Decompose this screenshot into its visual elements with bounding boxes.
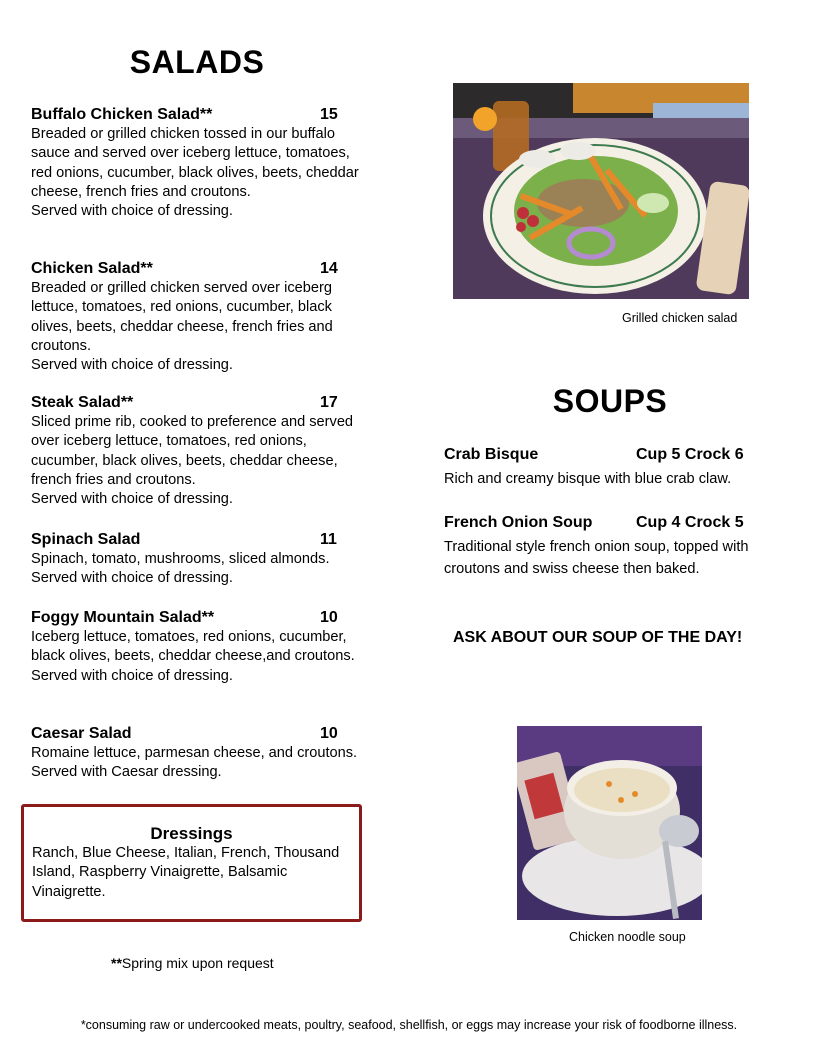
item-description: Iceberg lettuce, tomatoes, red onions, cucumber, black olives, beets, cheddar cheese,and croutons. Served with choice of dressing.	[31, 629, 355, 684]
item-price: Cup 5 Crock 6	[636, 446, 744, 463]
item-price: 11	[320, 531, 337, 548]
item-price: 15	[320, 106, 338, 123]
item-description: Spinach, tomato, mushrooms, sliced almonds.	[31, 551, 330, 567]
foodborne-illness-disclaimer: *consuming raw or undercooked meats, poultry, seafood, shellfish, or eggs may increase your risk of foodborne illness.	[80, 1018, 738, 1032]
item-note: Served with choice of dressing.	[31, 570, 233, 587]
item-description: Rich and creamy bisque with blue crab claw.	[444, 471, 732, 487]
salad-photo-caption: Grilled chicken salad	[622, 311, 738, 325]
item-note: Served with choice of dressing.	[31, 203, 233, 220]
item-name: Foggy Mountain Salad**	[31, 609, 215, 626]
dressings-box	[21, 804, 362, 922]
dressings-list: Ranch, Blue Cheese, Italian, French, Thousand Island, Raspberry Vinaigrette, Balsamic Vinaigrette.	[32, 845, 340, 900]
item-price: 17	[320, 394, 338, 411]
menu-item-chicken-salad	[31, 259, 366, 375]
item-description: Breaded or grilled chicken served over iceberg lettuce, tomatoes, red onions, cucumber, black olives, beets, cheddar cheese, french fries and croutons.	[31, 280, 333, 354]
item-name: Caesar Salad	[31, 725, 132, 742]
menu-item-steak-salad	[31, 393, 366, 509]
spring-mix-text: Spring mix upon request	[121, 955, 274, 971]
item-price: 10	[320, 725, 338, 742]
item-name: Spinach Salad	[31, 531, 141, 548]
item-name: Buffalo Chicken Salad**	[31, 106, 213, 123]
soup-photo-illustration	[517, 726, 702, 920]
item-price: 10	[320, 609, 338, 626]
item-name: Steak Salad**	[31, 394, 134, 411]
item-description: Romaine lettuce, parmesan cheese, and croutons. Served with Caesar dressing.	[31, 745, 358, 781]
spring-mix-note	[111, 955, 274, 971]
item-price: 14	[320, 260, 338, 277]
item-description: Breaded or grilled chicken tossed in our buffalo sauce and served over iceberg lettuce, tomatoes, red onions, cucumber, black olives, beets, cheddar cheese, french fries and croutons.	[31, 126, 359, 200]
menu-item-crab-bisque	[444, 445, 784, 490]
salad-photo-illustration	[453, 83, 749, 299]
grilled-chicken-salad-photo	[453, 83, 749, 299]
soups-title: SOUPS	[552, 383, 668, 419]
item-note: Served with choice of dressing.	[31, 491, 233, 508]
item-name: Chicken Salad**	[31, 260, 153, 277]
spring-mix-marker: **	[111, 955, 122, 971]
item-name: French Onion Soup	[444, 514, 593, 531]
menu-item-caesar-salad	[31, 724, 366, 783]
menu-item-french-onion-soup	[444, 513, 784, 580]
salads-title: SALADS	[129, 44, 265, 80]
item-description: Traditional style french onion soup, topped with croutons and swiss cheese then baked.	[444, 539, 749, 578]
menu-item-spinach-salad	[31, 530, 366, 589]
item-price: Cup 4 Crock 5	[636, 514, 744, 531]
dressings-title: Dressings	[150, 824, 233, 843]
soup-of-the-day-note: ASK ABOUT OUR SOUP OF THE DAY!	[453, 629, 743, 646]
item-note: Served with choice of dressing.	[31, 357, 233, 374]
menu-item-foggy-mountain-salad	[31, 608, 366, 686]
soup-photo-caption: Chicken noodle soup	[569, 930, 686, 944]
chicken-noodle-soup-photo	[517, 726, 702, 920]
item-name: Crab Bisque	[444, 446, 539, 463]
item-description: Sliced prime rib, cooked to preference and served over iceberg lettuce, tomatoes, red onions, cucumber, black olives, beets, cheddar cheese, french fries and croutons.	[31, 414, 354, 488]
menu-item-buffalo-chicken-salad	[31, 105, 366, 221]
